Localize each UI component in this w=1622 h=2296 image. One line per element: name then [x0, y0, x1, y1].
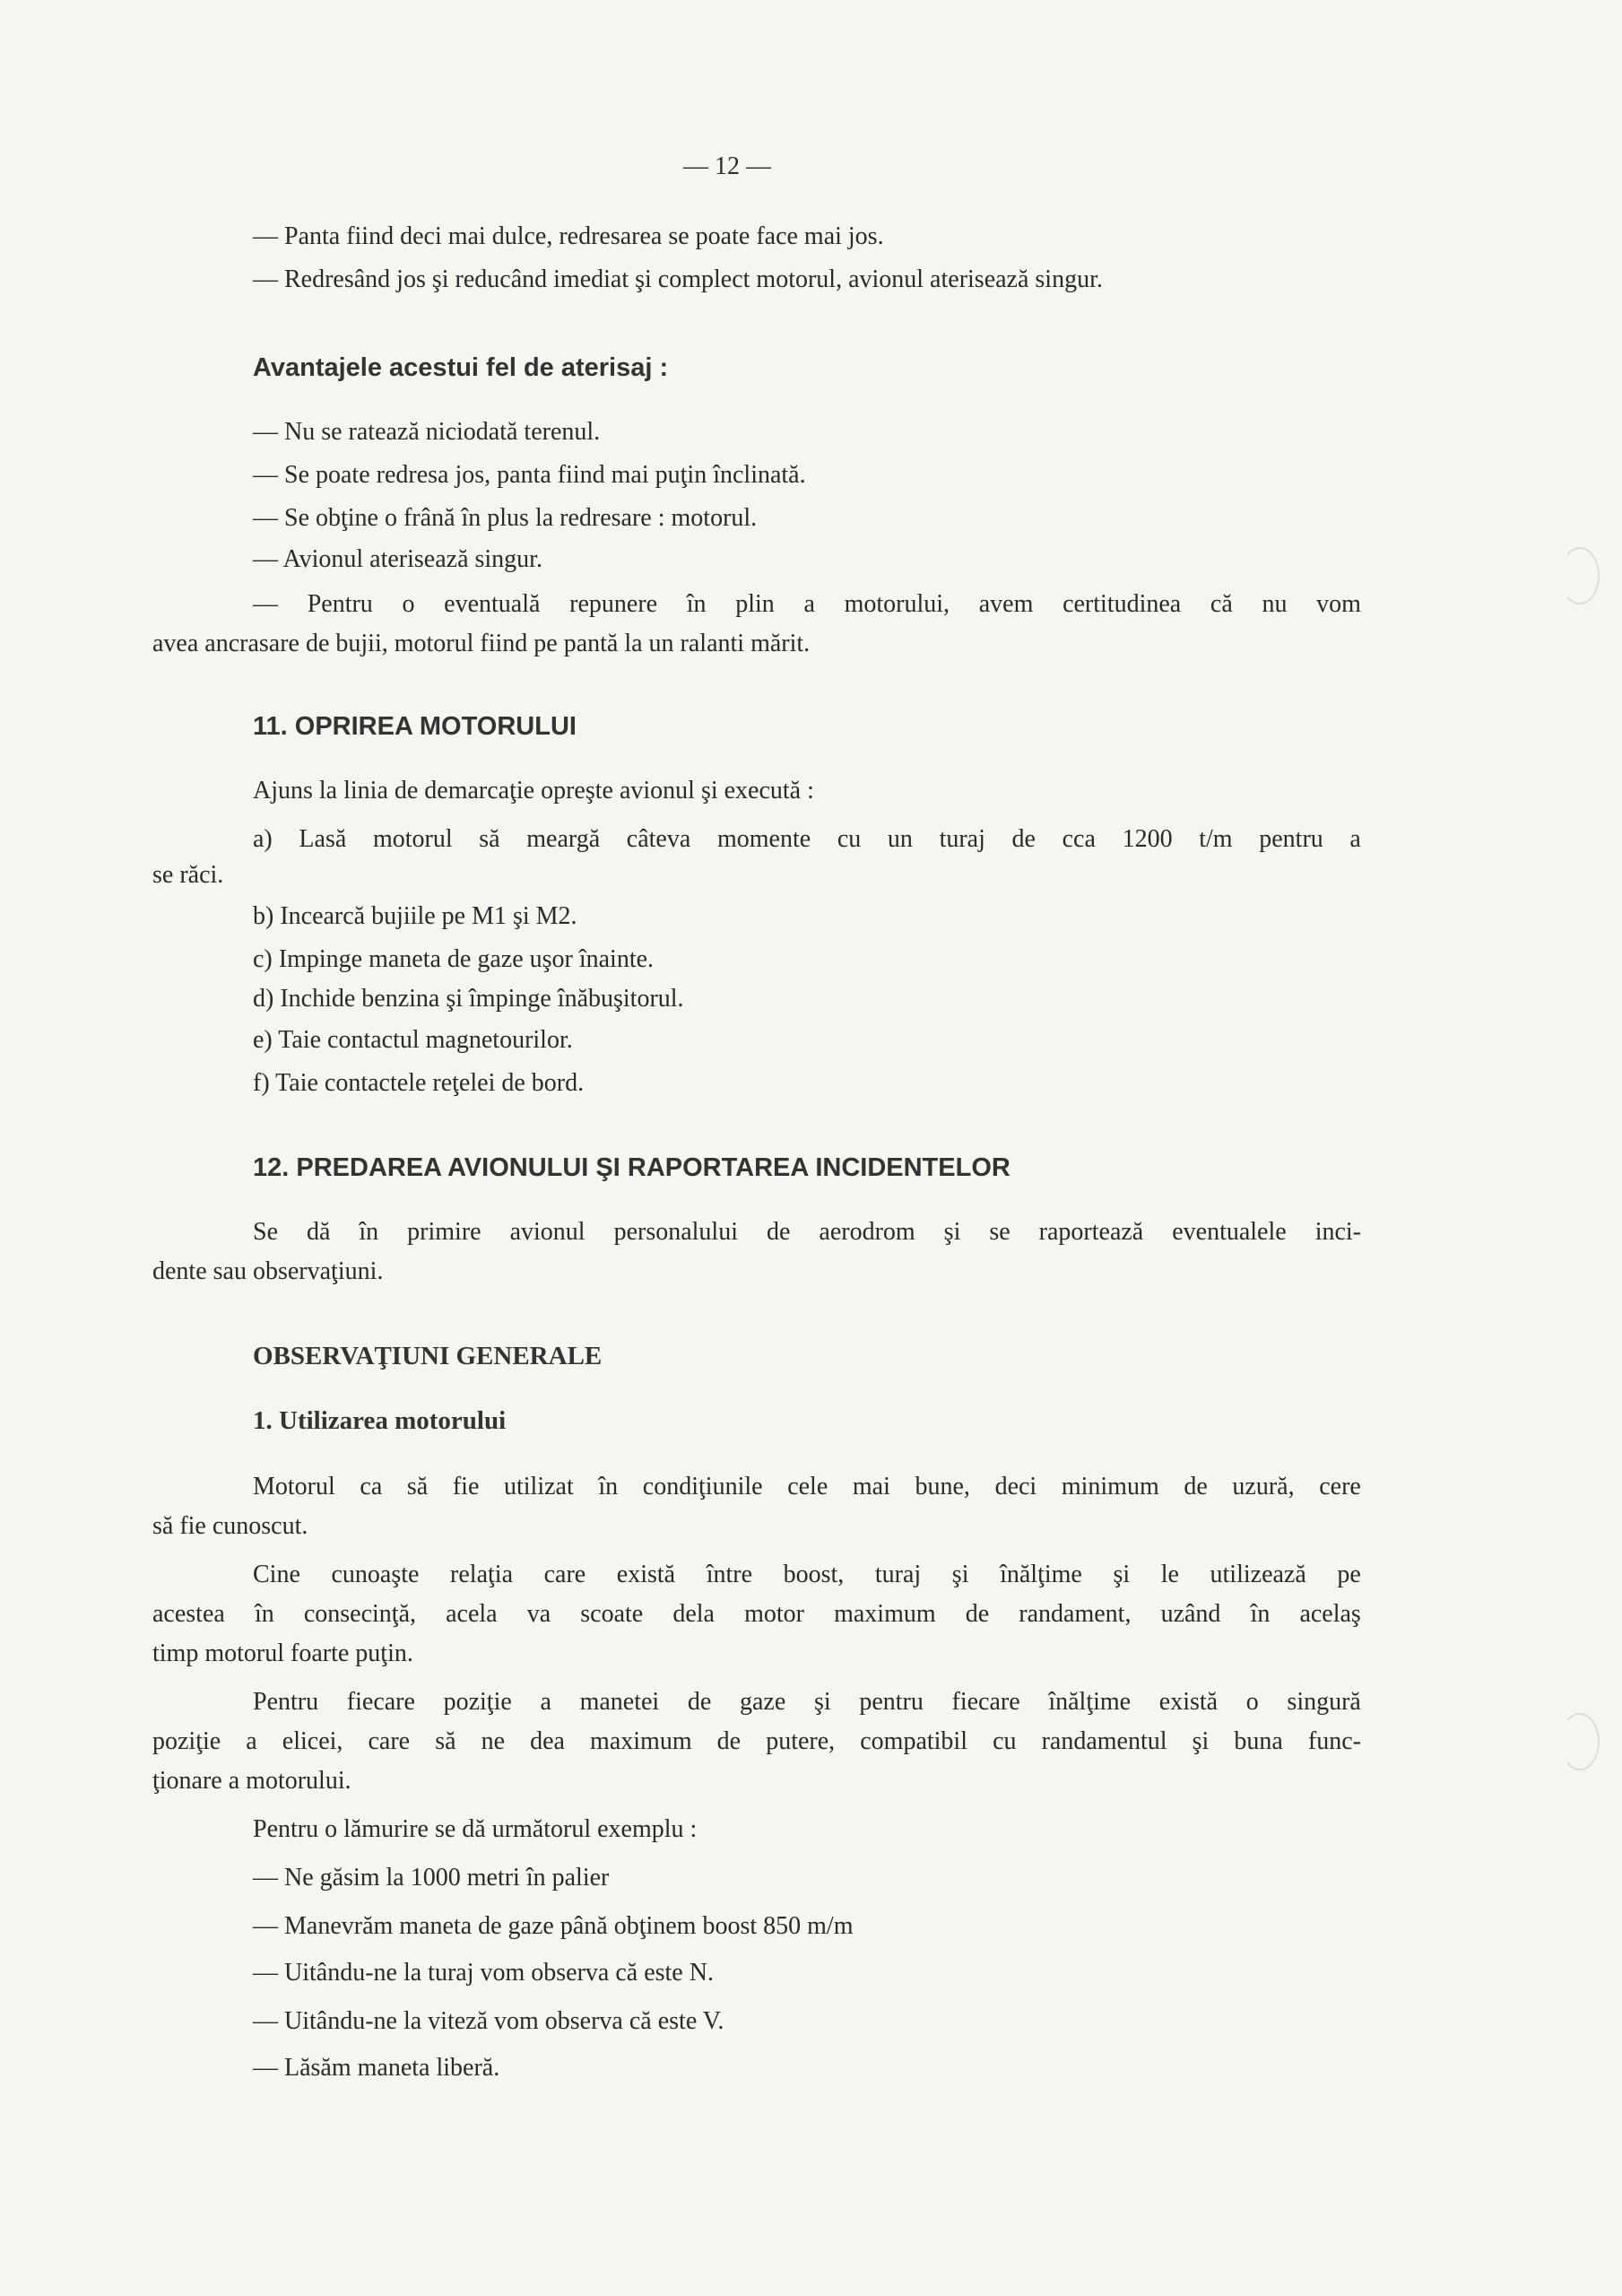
text-line: să fie cunoscut. — [152, 1512, 308, 1540]
text-line: — Pentru o eventuală repunere în plin a motorului, avem certitudinea că nu vom — [253, 590, 1361, 618]
text-line: timp motorul foarte puţin. — [152, 1639, 413, 1667]
text-line: poziţie a elicei, care să ne dea maximum de putere, compatibil cu randamentul şi buna func- — [152, 1727, 1361, 1755]
text-line: f) Taie contactele reţelei de bord. — [253, 1069, 585, 1097]
text-line: Pentru fiecare poziţie a manetei de gaze şi pentru fiecare înălţime există o singură — [253, 1688, 1361, 1716]
text-line: e) Taie contactul magnetourilor. — [253, 1026, 573, 1054]
text-line: Ajuns la linia de demarcaţie opreşte avionul şi execută : — [253, 777, 814, 804]
binder-hole-mark — [1560, 1713, 1600, 1770]
text-line: — Redresând jos şi reducând imediat şi complect motorul, avionul aterisează singur. — [253, 265, 1103, 293]
text-line: — Avionul aterisează singur. — [253, 545, 542, 573]
text-line: b) Incearcă bujiile pe M1 şi M2. — [253, 902, 577, 930]
text-line: — Lăsăm maneta liberă. — [253, 2054, 500, 2082]
text-line: dente sau observaţiuni. — [152, 1257, 384, 1285]
text-line: Se dă în primire avionul personalului de aerodrom şi se raportează eventualele inci- — [253, 1218, 1361, 1246]
text-line: Motorul ca să fie utilizat în condiţiunile cele mai bune, deci minimum de uzură, cere — [253, 1473, 1361, 1500]
text-line: avea ancrasare de bujii, motorul fiind pe pantă la un ralanti mărit. — [152, 630, 811, 657]
text-line: ţionare a motorului. — [152, 1767, 351, 1795]
text-line: — Uitându-ne la turaj vom observa că este N. — [253, 1959, 714, 1987]
text-line: — Nu se ratează niciodată terenul. — [253, 418, 601, 446]
text-line: Pentru o lămurire se dă următorul exemplu : — [253, 1815, 698, 1843]
text-line: — Manevrăm maneta de gaze până obţinem boost 850 m/m — [253, 1912, 854, 1940]
text-line: c) Impinge maneta de gaze uşor înainte. — [253, 945, 655, 973]
text-line: se răci. — [152, 861, 224, 889]
section-heading: 11. OPRIREA MOTORULUI — [253, 712, 577, 741]
text-line: — Uitându-ne la viteză vom observa că este V. — [253, 2007, 724, 2035]
text-line: acestea în consecinţă, acela va scoate dela motor maximum de randament, uzând în acelaş — [152, 1600, 1361, 1628]
section-heading: 12. PREDAREA AVIONULUI ŞI RAPORTAREA INCIDENTELOR — [253, 1153, 1010, 1182]
text-line: a) Lasă motorul să meargă câteva momente cu un turaj de cca 1200 t/m pentru a — [253, 825, 1361, 853]
subsection-heading: 1. Utilizarea motorului — [253, 1406, 507, 1435]
text-line: d) Inchide benzina şi împinge înăbuşitorul. — [253, 985, 684, 1013]
section-heading: Avantajele acestui fel de aterisaj : — [253, 353, 669, 382]
section-heading: OBSERVAŢIUNI GENERALE — [253, 1342, 603, 1370]
text-line: — Se poate redresa jos, panta fiind mai puţin înclinată. — [253, 461, 806, 489]
text-line: — Se obţine o frână în plus la redresare : motorul. — [253, 504, 758, 532]
text-line: Cine cunoaşte relaţia care există între boost, turaj şi înălţime şi le utilizează pe — [253, 1561, 1361, 1588]
text-line: — Ne găsim la 1000 metri în palier — [253, 1864, 610, 1892]
page-number: — 12 — — [683, 152, 771, 180]
text-line: — Panta fiind deci mai dulce, redresarea se poate face mai jos. — [253, 222, 884, 250]
binder-hole-mark — [1560, 547, 1600, 604]
